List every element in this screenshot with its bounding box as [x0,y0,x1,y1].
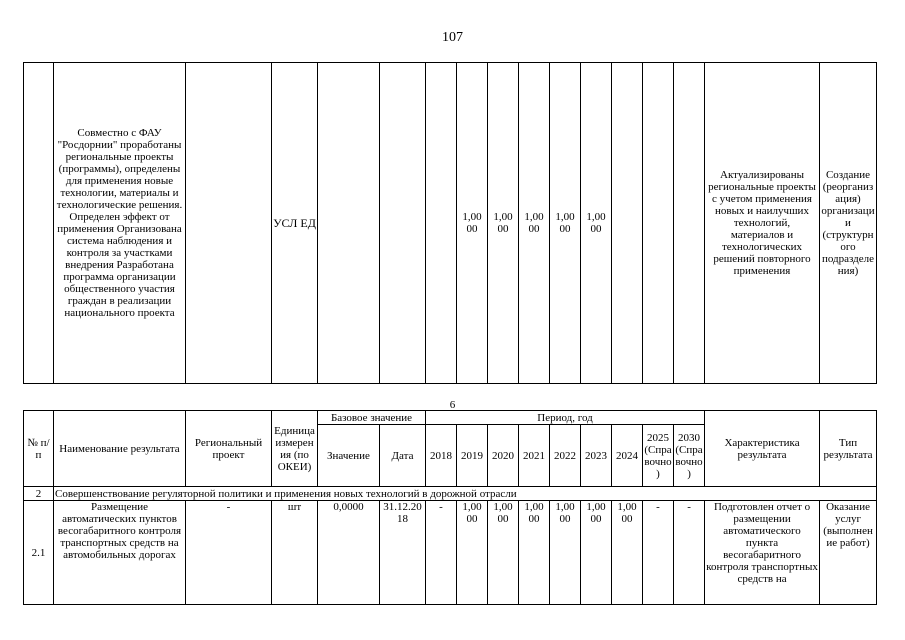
continuation-table [23,62,877,384]
row-year: 1,00 00 [612,501,643,605]
value-cell: 1,00 00 [550,63,581,384]
header-name: Наименование результата [54,411,186,487]
value-cell: 1,00 00 [519,63,550,384]
row-year: 1,00 00 [457,501,488,605]
header-year: 2021 [519,425,550,487]
header-year: 2019 [457,425,488,487]
header-period: Период, год [426,411,705,425]
cell-regional [186,63,272,384]
header-year: 2022 [550,425,581,487]
row-year: 1,00 00 [581,501,612,605]
row-year: 1,00 00 [519,501,550,605]
table-row [24,501,877,605]
row-unit: шт [272,501,318,605]
row-year: 1,00 00 [488,501,519,605]
cell-2018 [426,63,457,384]
value-cell: 1,00 00 [581,63,612,384]
type-cell: Создание (реорганизация) организации (структурного подразделения) [820,63,877,384]
row-base-date: 31.12.2018 [380,501,426,605]
row-year-2030: - [674,501,705,605]
header-year: 2024 [612,425,643,487]
header-regional: Региональный проект [186,411,272,487]
cell-base-date [380,63,426,384]
header-year-2025: 2025 (Справочно) [643,425,674,487]
header-year: 2018 [426,425,457,487]
header-base: Базовое значение [318,411,426,425]
row-year: 1,00 00 [550,501,581,605]
header-num: № п/п [24,411,54,487]
header-value: Значение [318,425,380,487]
continuation-row [24,63,877,384]
row-name: Размещение автоматических пунктов весогабаритного контроля транспортных средств на автомобильных дорогах [54,501,186,605]
header-type: Тип результата [820,411,877,487]
unit-cell: УСЛ ЕД [272,63,318,384]
row-characteristic: Подготовлен отчет о размещении автоматического пункта весогабаритного контроля транспортных средств на [705,501,820,605]
page-number: 107 [442,30,463,45]
cell-2025 [643,63,674,384]
section-row [24,487,877,501]
row-type: Оказание услуг (выполнение работ) [820,501,877,605]
cell-num [24,63,54,384]
header-year: 2023 [581,425,612,487]
section-title: Совершенствование регуляторной политики и применения новых технологий в дорожной отрасли [54,487,877,501]
result-description: Совместно с ФАУ "Росдорнии" проработаны региональные проекты (программы), определены для применения новые технологии, материалы и технологические решения. Определен эффект от применения Организована система наблюдения и контроля за участками внедрения Разработана программа организации общественного участия граждан в реализации национального проекта [54,63,186,384]
row-base-value: 0,0000 [318,501,380,605]
row-regional: - [186,501,272,605]
results-table [23,410,877,605]
value-cell: 1,00 00 [488,63,519,384]
cell-2024 [612,63,643,384]
value-cell: 1,00 00 [457,63,488,384]
row-year: - [426,501,457,605]
header-unit: Единица измерения (по ОКЕИ) [272,411,318,487]
section-num: 2 [24,487,54,501]
cell-base-value [318,63,380,384]
row-year-2025: - [643,501,674,605]
header-characteristic: Характеристика результата [705,411,820,487]
section-number: 6 [449,399,456,411]
header-year-2030: 2030 (Справочно) [674,425,705,487]
row-num: 2.1 [24,501,54,605]
header-row-1 [24,411,877,425]
header-date: Дата [380,425,426,487]
cell-2030 [674,63,705,384]
header-year: 2020 [488,425,519,487]
characteristic-cell: Актуализированы региональные проекты с учетом применения новых и наилучших технологий, материалов и технологических решений повторного применения [705,63,820,384]
